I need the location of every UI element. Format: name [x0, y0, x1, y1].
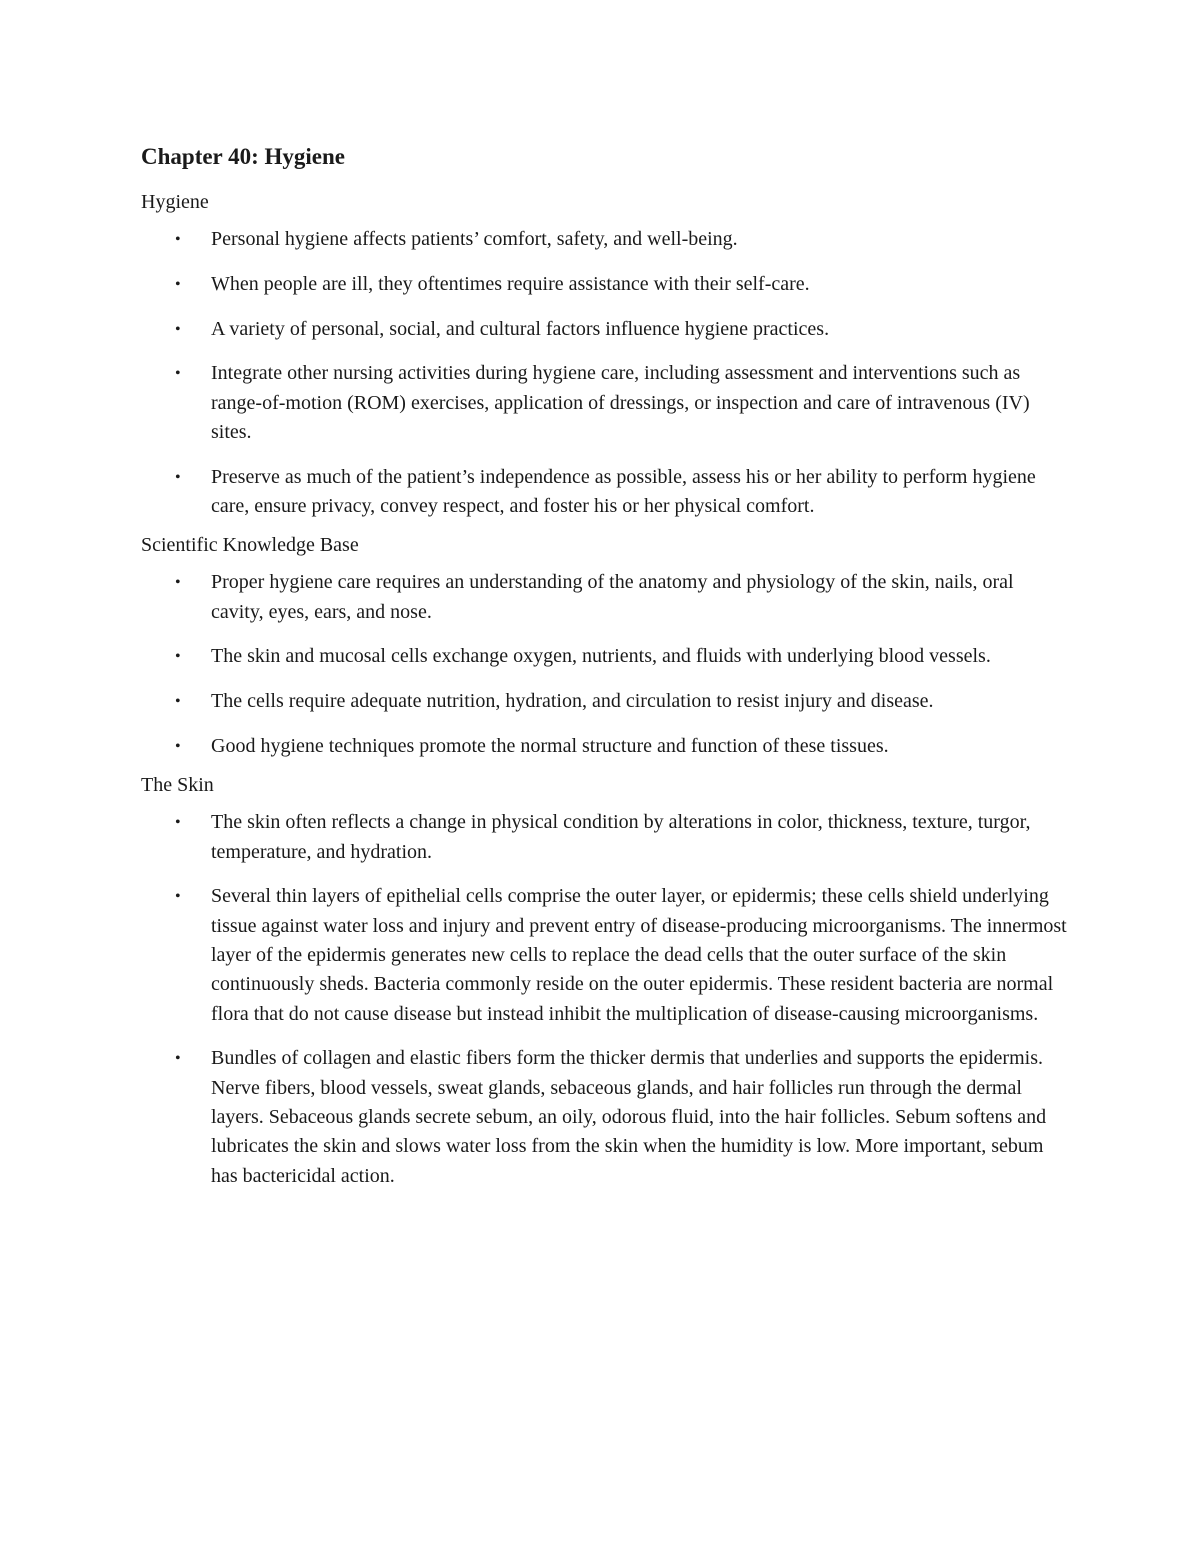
bullet-icon: •: [175, 693, 181, 711]
list-item-text: Integrate other nursing activities during hygiene care, including assessment and interventions such as range-of-motion (ROM) exercises, application of dressings, or inspection and care of intravenous (IV) sites.: [211, 362, 1030, 443]
bullet-icon: •: [175, 320, 181, 338]
document-page: [141, 140, 1071, 1201]
list-item: [141, 687, 1071, 716]
bullet-icon: •: [175, 574, 181, 592]
bullet-icon: •: [175, 365, 181, 383]
list-item-text: The skin often reflects a change in physical condition by alterations in color, thickness, texture, turgor, temperature, and hydration.: [211, 811, 1031, 863]
section-heading: Scientific Knowledge Base: [141, 534, 359, 557]
list-item: [141, 463, 1071, 522]
list-item-text: Several thin layers of epithelial cells comprise the outer layer, or epidermis; these cells shield underlying tissue against water loss and injury and prevent entry of disease-producing microorganisms. The innermost layer of the epidermis generates new cells to replace the dead cells that the outer surface of the skin continuously sheds. Bacteria commonly reside on the outer epidermis. These resident bacteria are normal flora that do not cause disease but instead inhibit the multiplication of disease-causing microorganisms.: [211, 885, 1067, 1025]
section-heading: Hygiene: [141, 191, 209, 213]
list-item: [141, 732, 1071, 761]
list-item-text: The skin and mucosal cells exchange oxygen, nutrients, and fluids with underlying blood vessels.: [211, 645, 991, 668]
list-item: [141, 642, 1071, 671]
bullet-icon: •: [175, 231, 181, 248]
bullet-icon: •: [175, 888, 181, 906]
list-item: [141, 882, 1071, 1028]
list-item-text: When people are ill, they oftentimes require assistance with their self-care.: [211, 272, 810, 295]
section-the-skin: [141, 771, 1071, 1191]
bullet-icon: •: [175, 814, 181, 832]
bullet-icon: •: [175, 275, 181, 293]
bullet-icon: •: [175, 648, 181, 666]
bullet-icon: •: [175, 1050, 181, 1068]
list-item: [141, 315, 1071, 344]
bullet-list: [141, 808, 1071, 1191]
list-item: [141, 568, 1071, 627]
list-item-text: Preserve as much of the patient’s independence as possible, assess his or her ability to perform hygiene care, ensure privacy, convey respect, and foster his or her physical comfort.: [211, 465, 1036, 518]
list-item: [141, 225, 1071, 254]
bullet-icon: •: [175, 468, 181, 486]
section-scientific-knowledge-base: [141, 531, 1071, 761]
list-item-text: Bundles of collagen and elastic fibers form the thicker dermis that underlies and supports the epidermis. Nerve fibers, blood vessels, sweat glands, sebaceous glands, and hair follicles run through the dermal layers. Sebaceous glands secrete sebum, an oily, odorous fluid, into the hair follicles. Sebum softens and lubricates the skin and slows water loss from the skin when the humidity is low. More important, sebum has bactericidal action.: [211, 1047, 1047, 1187]
section-heading: The Skin: [141, 774, 214, 797]
chapter-title: Chapter 40: Hygiene: [141, 144, 346, 169]
list-item: [141, 270, 1071, 299]
list-item-text: A variety of personal, social, and cultural factors influence hygiene practices.: [211, 317, 830, 340]
list-item-text: The cells require adequate nutrition, hydration, and circulation to resist injury and disease.: [211, 690, 934, 713]
list-item-text: Proper hygiene care requires an understanding of the anatomy and physiology of the skin, nails, oral cavity, eyes, ears, and nose.: [211, 571, 1014, 623]
bullet-list: [141, 568, 1071, 761]
bullet-list: [141, 225, 1071, 521]
list-item: [141, 808, 1071, 867]
list-item-text: Personal hygiene affects patients’ comfort, safety, and well-being.: [211, 228, 738, 250]
list-item-text: Good hygiene techniques promote the normal structure and function of these tissues.: [211, 735, 889, 758]
list-item: [141, 1044, 1071, 1190]
list-item: [141, 359, 1071, 447]
section-hygiene: [141, 188, 1071, 521]
bullet-icon: •: [175, 738, 181, 756]
